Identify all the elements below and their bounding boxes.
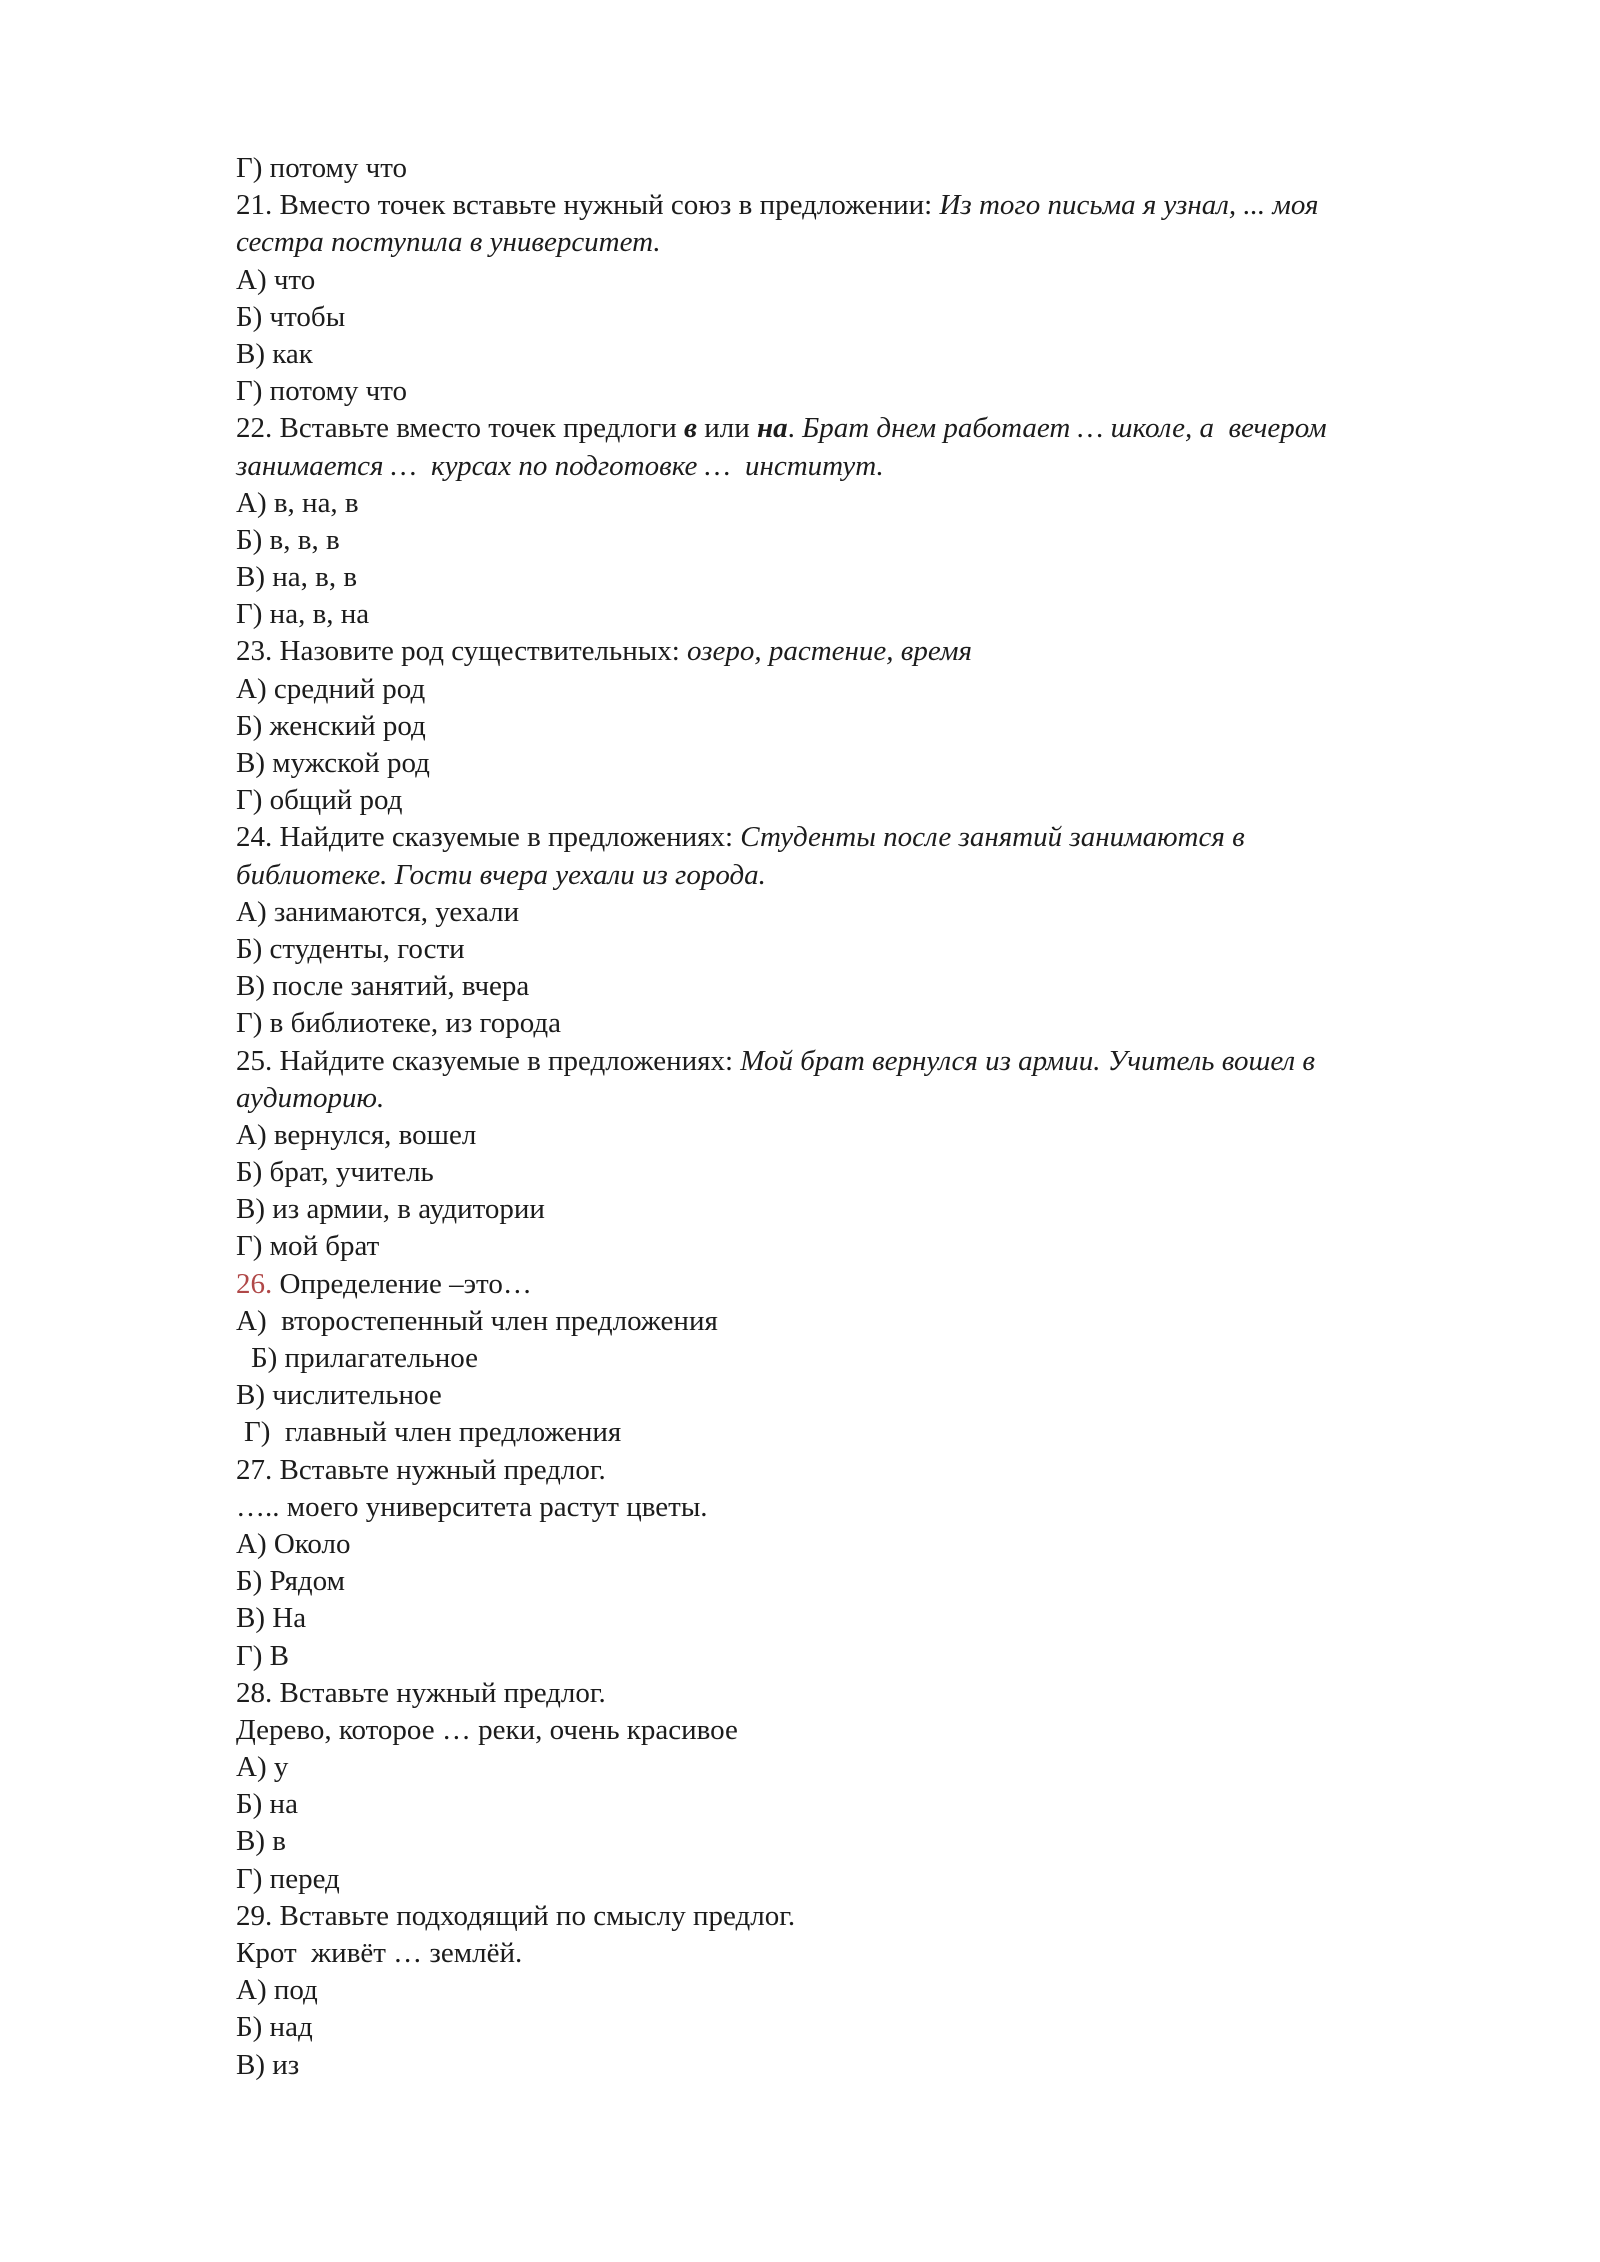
- option-b: Б) прилагательное: [251, 1342, 478, 1374]
- option-v: В) в: [236, 1825, 286, 1858]
- question-sentence-continued: сестра поступила в университет.: [236, 226, 661, 259]
- question-sentence: ….. моего университета растут цветы.: [236, 1490, 708, 1523]
- option-g: Г) главный член предложения: [244, 1416, 622, 1449]
- option-a: А) Около: [236, 1527, 351, 1560]
- punctuation: .: [787, 412, 803, 445]
- question-prompt: Определение –это…: [272, 1267, 532, 1300]
- option-a: А) вернулся, вошел: [236, 1118, 477, 1151]
- option-v: В) из армии, в аудитории: [236, 1193, 545, 1226]
- option-a: А) под: [236, 1974, 318, 2007]
- question-24: [236, 819, 1486, 1042]
- preposition-na: на: [757, 412, 788, 445]
- question-prompt: 22. Вставьте вместо точек предлоги: [236, 412, 685, 445]
- question-21: [236, 187, 1486, 410]
- question-prompt: 25. Найдите сказуемые в предложениях:: [236, 1044, 741, 1077]
- question-29: [236, 1898, 1486, 2084]
- option-b: Б) в, в, в: [236, 523, 340, 556]
- question-number: 26.: [236, 1267, 273, 1300]
- option-b: Б) над: [236, 2011, 313, 2044]
- question-text: [236, 1043, 1486, 1080]
- question-prompt: 24. Найдите сказуемые в предложениях:: [236, 821, 741, 854]
- option-g: Г) в библиотеке, из города: [236, 1007, 562, 1040]
- question-sentence: Мой брат вернулся из армии. Учитель вошел в: [740, 1044, 1315, 1077]
- question-text: [236, 633, 1486, 670]
- option-a: А) что: [236, 263, 316, 296]
- option-g: Г) мой брат: [236, 1230, 380, 1263]
- option-v: В) На: [236, 1602, 307, 1635]
- question-sentence: Студенты после занятий занимаются в: [740, 821, 1245, 854]
- question-sentence: Дерево, которое … реки, очень красивое: [236, 1713, 738, 1746]
- option-g: Г) общий род: [236, 784, 403, 817]
- option-v: В) мужской род: [236, 747, 430, 779]
- or-word: или: [696, 412, 757, 445]
- question-prompt: 21. Вместо точек вставьте нужный союз в предложении:: [236, 189, 940, 222]
- option-v: В) числительное: [236, 1379, 442, 1412]
- question-text: 29. Вставьте подходящий по смыслу предлог.: [236, 1899, 796, 1932]
- question-sentence: Из того письма я узнал, ... моя: [939, 189, 1319, 222]
- question-text: [236, 187, 1486, 224]
- question-23: [236, 633, 1486, 819]
- option-b: Б) Рядом: [236, 1565, 345, 1598]
- question-22: [236, 410, 1486, 633]
- option-b: Б) студенты, гости: [236, 932, 465, 965]
- question-26: [236, 1266, 1486, 1452]
- option-g: Г) на, в, на: [236, 598, 370, 631]
- option-b: Б) брат, учитель: [236, 1156, 434, 1189]
- option-a: А) в, на, в: [236, 486, 359, 519]
- option-v: В) как: [236, 337, 313, 370]
- option-a: А) занимаются, уехали: [236, 895, 520, 928]
- option-g: Г) потому что: [236, 375, 408, 408]
- question-text: [236, 1266, 1486, 1303]
- option-b: Б) чтобы: [236, 300, 346, 333]
- question-words: озеро, растение, время: [687, 635, 972, 668]
- question-25: [236, 1043, 1486, 1266]
- option-v: В) на, в, в: [236, 561, 358, 594]
- question-27: [236, 1452, 1486, 1675]
- question-prompt: 23. Назовите род существительных:: [236, 635, 688, 668]
- question-sentence-continued: занимается … курсах по подготовке … институт.: [236, 449, 884, 482]
- option-v: В) после занятий, вчера: [236, 970, 530, 1003]
- preposition-v: в: [684, 412, 697, 445]
- question-sentence-continued: аудиторию.: [236, 1081, 385, 1114]
- question-text: [236, 410, 1486, 447]
- option-b: Б) женский род: [236, 709, 426, 742]
- question-28: [236, 1675, 1486, 1898]
- option-b: Б) на: [236, 1788, 298, 1821]
- option-a: А) средний род: [236, 672, 426, 705]
- option-a: А) у: [236, 1751, 289, 1784]
- option-g: Г) В: [236, 1639, 290, 1672]
- option-g: Г) перед: [236, 1862, 340, 1895]
- option-v: В) из: [236, 2048, 300, 2081]
- question-sentence: Крот живёт … землёй.: [236, 1937, 523, 1969]
- question-text: 27. Вставьте нужный предлог.: [236, 1453, 606, 1486]
- question-text: [236, 819, 1486, 856]
- option-g: Г) потому что: [236, 152, 408, 184]
- question-sentence: Брат днем работает … школе, а вечером: [802, 412, 1327, 445]
- option-a: А) второстепенный член предложения: [236, 1304, 718, 1337]
- document-page: [236, 150, 1486, 2084]
- question-text: 28. Вставьте нужный предлог.: [236, 1676, 606, 1709]
- question-sentence-continued: библиотеке. Гости вчера уехали из города.: [236, 858, 766, 891]
